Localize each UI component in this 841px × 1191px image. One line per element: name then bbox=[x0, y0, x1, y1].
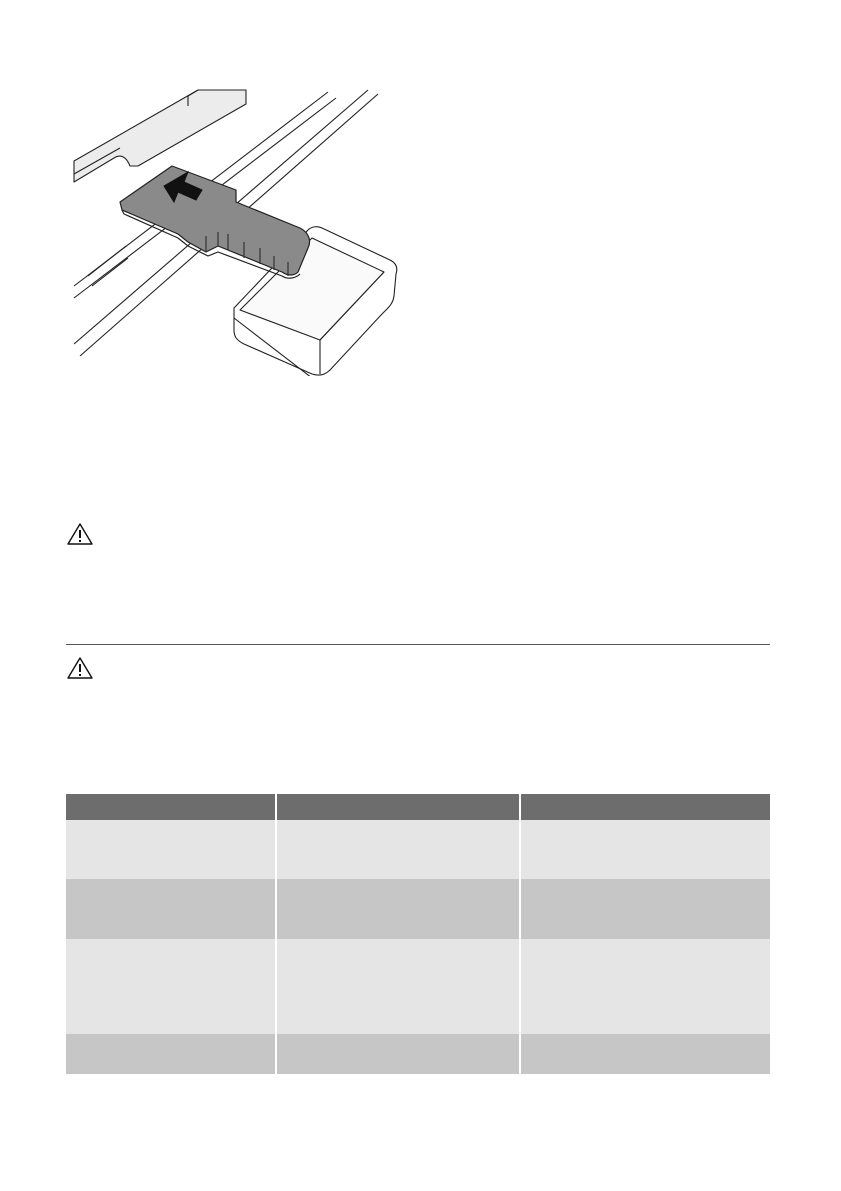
table-cell bbox=[520, 1034, 770, 1074]
table-row bbox=[66, 939, 770, 1034]
table-row bbox=[66, 1034, 770, 1074]
column-header bbox=[276, 794, 520, 820]
table-row bbox=[66, 820, 770, 879]
ice-tray-illustration bbox=[68, 86, 413, 376]
table-cell bbox=[66, 879, 276, 939]
column-header bbox=[66, 794, 276, 820]
table-cell bbox=[520, 879, 770, 939]
troubleshooting-table bbox=[66, 794, 770, 1074]
table-header-row bbox=[66, 794, 770, 820]
table-row bbox=[66, 879, 770, 939]
table-cell bbox=[66, 1034, 276, 1074]
table-cell bbox=[520, 820, 770, 879]
warning-triangle-icon bbox=[66, 522, 94, 546]
table-cell bbox=[276, 939, 520, 1034]
section-divider bbox=[66, 644, 770, 645]
warning-triangle-icon bbox=[66, 656, 94, 680]
table-cell bbox=[66, 939, 276, 1034]
table-cell bbox=[276, 1034, 520, 1074]
column-header bbox=[520, 794, 770, 820]
table-cell bbox=[276, 820, 520, 879]
table-cell bbox=[276, 879, 520, 939]
table-cell bbox=[520, 939, 770, 1034]
table-cell bbox=[66, 820, 276, 879]
